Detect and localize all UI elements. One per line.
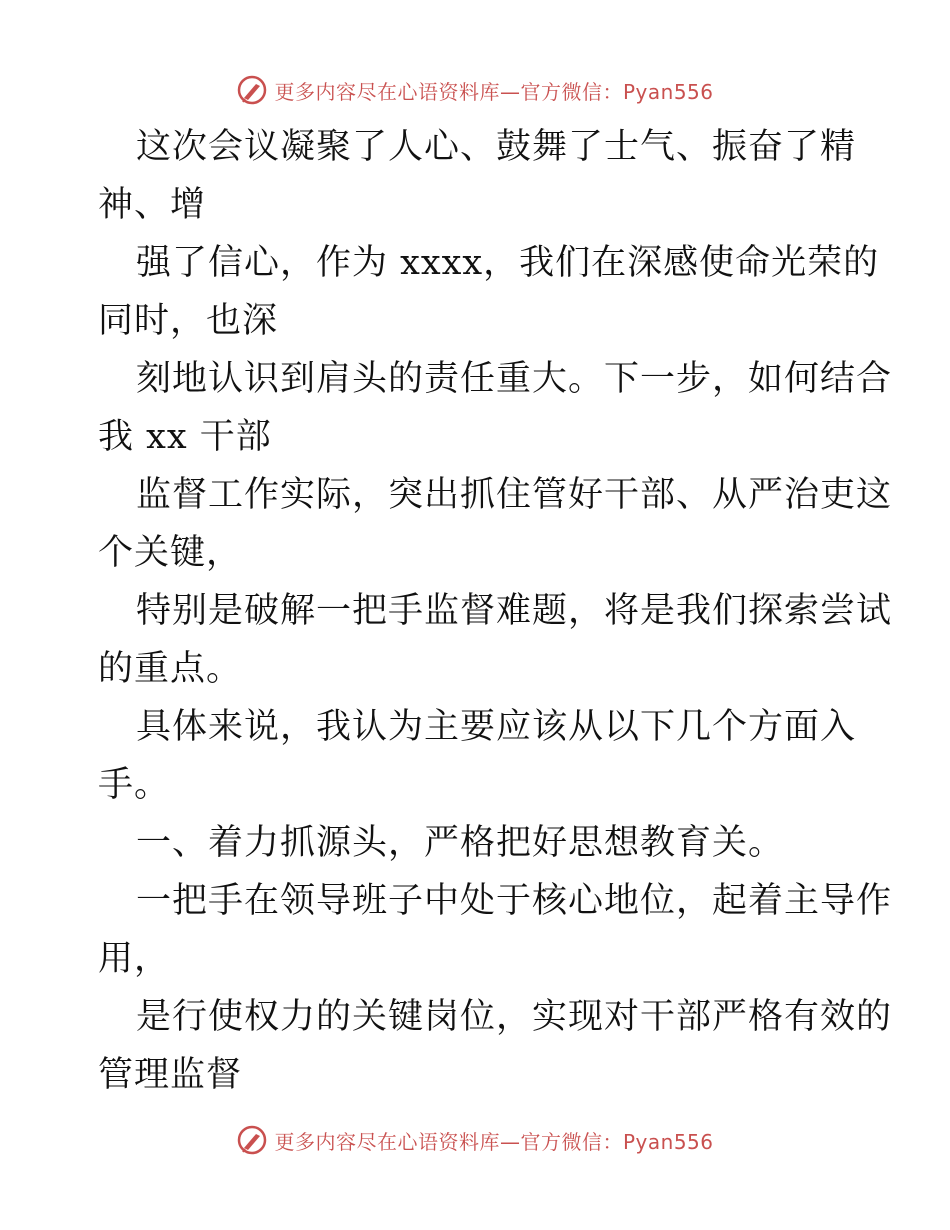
- footer-watermark-banner: [0, 1120, 950, 1160]
- document-body: [98, 118, 893, 1104]
- text-line: 的重点。: [98, 649, 243, 689]
- header-watermark-label: 更多内容尽在心语资料库—官方微信：: [274, 79, 623, 104]
- pen-circle-logo-icon: [236, 1124, 268, 1156]
- text-line: 监督工作实际，突出抓住管好干部、从严治吏这: [136, 475, 893, 515]
- text-line: 手。: [98, 765, 171, 805]
- pen-circle-logo-icon: [236, 74, 268, 106]
- text-line: 刻地认识到肩头的责任重大。下一步，如何结合: [136, 359, 893, 399]
- text-line: 这次会议凝聚了人心、鼓舞了士气、振奋了精: [136, 127, 857, 167]
- footer-watermark-label: 更多内容尽在心语资料库—官方微信：: [274, 1129, 623, 1154]
- header-watermark-banner: [0, 70, 950, 110]
- text-line: 个关键，: [98, 533, 243, 573]
- text-line: 神、增: [98, 185, 207, 225]
- section-heading: 一、着力抓源头，严格把好思想教育关。: [136, 823, 785, 863]
- text-line: 我 xx 干部: [98, 417, 272, 457]
- text-line: 具体来说，我认为主要应该从以下几个方面入: [136, 707, 857, 747]
- footer-wechat-id: Pyan556: [622, 1129, 714, 1154]
- text-line: 用，: [98, 939, 171, 979]
- text-line: 强了信心，作为 xxxx，我们在深感使命光荣的: [136, 243, 880, 283]
- footer-watermark-text: [274, 1126, 713, 1155]
- text-line: 管理监督: [98, 1055, 243, 1095]
- header-wechat-id: Pyan556: [622, 79, 714, 104]
- header-watermark-text: [274, 76, 713, 105]
- text-line: 是行使权力的关键岗位，实现对干部严格有效的: [136, 997, 893, 1037]
- text-line: 特别是破解一把手监督难题，将是我们探索尝试: [136, 591, 893, 631]
- text-line: 同时，也深: [98, 301, 279, 341]
- text-line: 一把手在领导班子中处于核心地位，起着主导作: [136, 881, 893, 921]
